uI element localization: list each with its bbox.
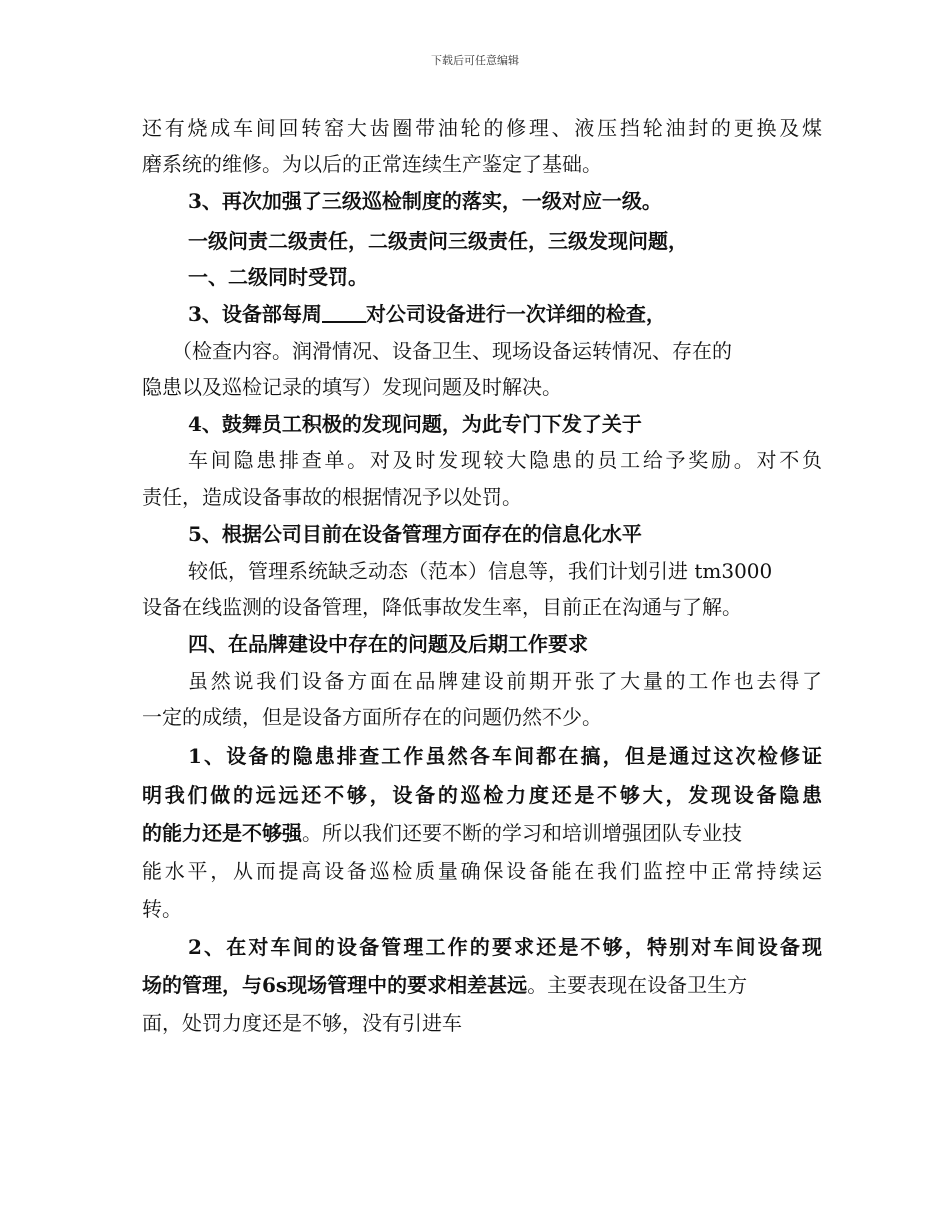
paragraph-line: 能水平，从而提高设备巡检质量确保设备能在我们监控中正常持续运 [142, 859, 822, 883]
bold-text: 场的管理，与6s现场管理中的要求相差甚远 [142, 973, 528, 997]
bold-text: 的能力还是不够强 [142, 821, 302, 845]
paragraph-line: 隐患以及巡检记录的填写）发现问题及时解决。 [142, 375, 562, 399]
paragraph-line: 虽然说我们设备方面在品牌建设前期开张了大量的工作也去得了 [188, 669, 822, 693]
paragraph-line [142, 819, 822, 847]
numbered-item-4: 4、鼓舞员工积极的发现问题，为此专门下发了关于 [188, 412, 642, 436]
line-text: 对公司设备进行一次详细的检查， [365, 302, 666, 326]
paragraph-line: 一、二级同时受罚。 [188, 265, 368, 289]
numbered-item-3b [188, 300, 822, 328]
paragraph-line: 明我们做的远远还不够，设备的巡检力度还是不够大，发现设备隐患 [142, 783, 822, 807]
paragraph-line: 车间隐患排查单。对及时发现较大隐患的员工给予奖励。对不负 [188, 448, 822, 472]
line-text: 3、设备部每周 [188, 302, 322, 326]
paragraph-line: 转。 [142, 897, 182, 921]
blank-underline [322, 301, 366, 323]
section-heading: 四、在品牌建设中存在的问题及后期工作要求 [188, 632, 588, 656]
numbered-item-2: 2、在对车间的设备管理工作的要求还是不够，特别对车间设备现 [188, 935, 822, 959]
paragraph-line: 面，处罚力度还是不够，没有引进车 [142, 1011, 462, 1035]
numbered-item-1: 1、设备的隐患排查工作虽然各车间都在搞，但是通过这次检修证 [188, 744, 822, 768]
paragraph-line: 较低，管理系统缺乏动态（范本）信息等，我们计划引进 tm3000 [188, 559, 773, 583]
paragraph-line: 磨系统的维修。为以后的正常连续生产鉴定了基础。 [142, 152, 602, 176]
paragraph-line: 一定的成绩，但是设备方面所存在的问题仍然不少。 [142, 705, 602, 729]
paragraph-line: 一级问责二级责任，二级责问三级责任，三级发现问题， [188, 229, 688, 253]
paragraph-line: 还有烧成车间回转窑大齿圈带油轮的修理、液压挡轮油封的更换及煤 [142, 116, 822, 140]
line-text: 。主要表现在设备卫生方 [527, 973, 748, 997]
paragraph-line: （检查内容。润滑情况、设备卫生、现场设备运转情况、存在的 [172, 339, 732, 363]
numbered-item-3: 3、再次加强了三级巡检制度的落实，一级对应一级。 [188, 189, 662, 213]
numbered-item-5: 5、根据公司目前在设备管理方面存在的信息化水平 [188, 522, 642, 546]
page-header: 下载后可任意编辑 [431, 54, 519, 67]
paragraph-line [142, 971, 822, 999]
line-text: 。所以我们还要不断的学习和培训增强团队专业技 [302, 821, 742, 845]
paragraph-line: 设备在线监测的设备管理，降低事故发生率，目前正在沟通与了解。 [142, 595, 742, 619]
paragraph-line: 责任，造成设备事故的根据情况予以处罚。 [142, 485, 522, 509]
